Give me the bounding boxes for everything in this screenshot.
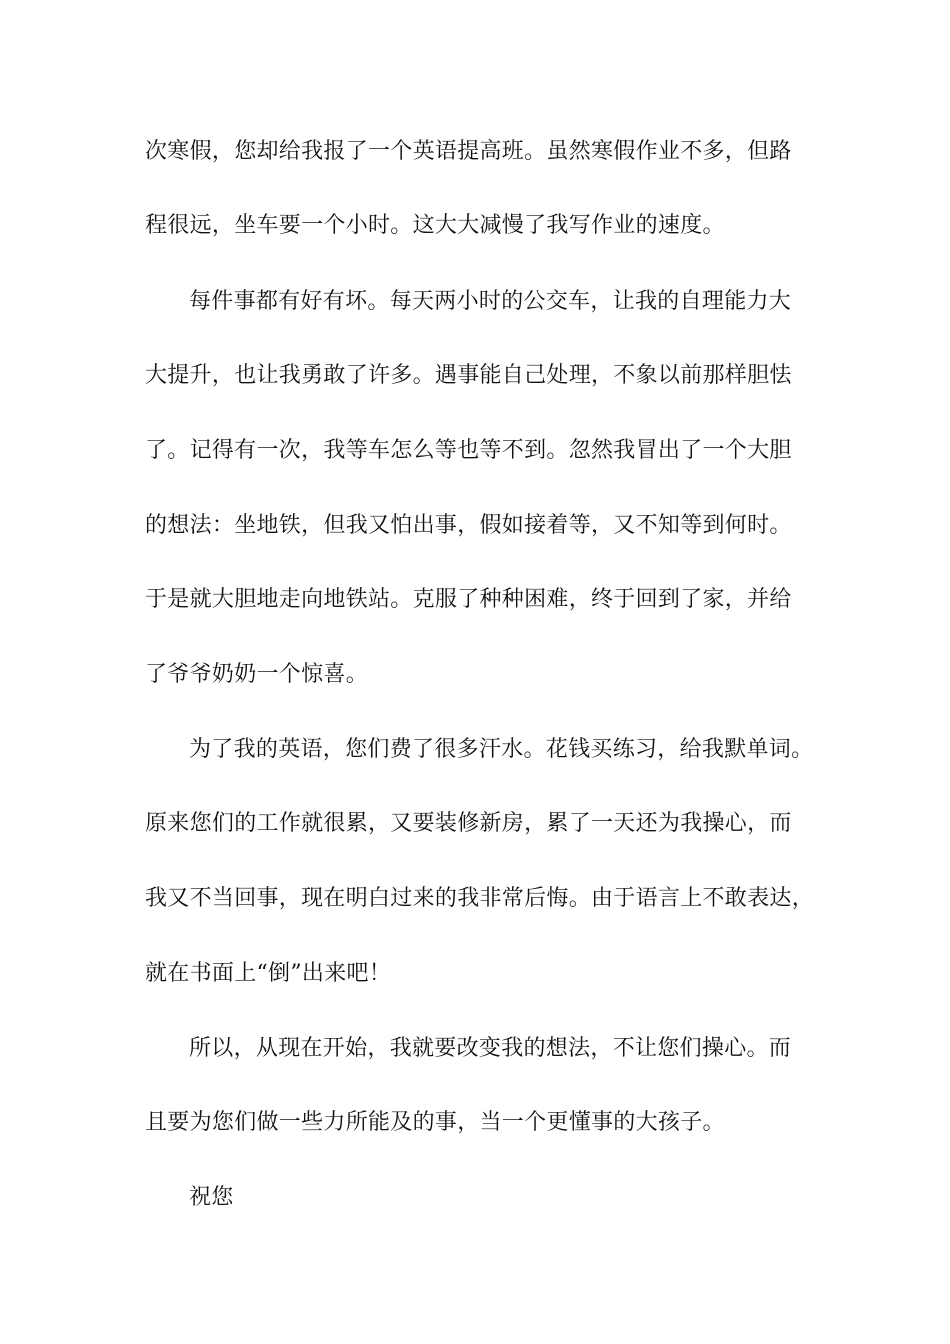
text-line: 大提升，也让我勇敢了许多。遇事能自己处理，不象以前那样胆怯	[145, 363, 792, 388]
text-line: 次寒假，您却给我报了一个英语提高班。虽然寒假作业不多，但路	[145, 139, 792, 164]
text-line: 于是就大胆地走向地铁站。克服了种种困难，终于回到了家，并给	[145, 587, 792, 612]
text-line: 原来您们的工作就很累，又要装修新房，累了一天还为我操心，而	[145, 811, 792, 836]
paragraph-first-line: 所以，从现在开始，我就要改变我的想法，不让您们操心。而	[189, 1036, 792, 1061]
text-line: 且要为您们做一些力所能及的事，当一个更懂事的大孩子。	[145, 1110, 725, 1135]
text-line: 了爷爷奶奶一个惊喜。	[145, 662, 369, 687]
text-line: 了。记得有一次，我等车怎么等也等不到。忽然我冒出了一个大胆	[145, 438, 792, 463]
text-line: 的想法：坐地铁，但我又怕出事，假如接着等，又不知等到何时。	[145, 513, 792, 538]
text-line: 就在书面上“倒”出来吧！	[145, 961, 392, 986]
closing-salutation: 祝您	[189, 1185, 234, 1210]
text-line: 程很远，坐车要一个小时。这大大减慢了我写作业的速度。	[145, 213, 725, 238]
paragraph-first-line: 每件事都有好有坏。每天两小时的公交车，让我的自理能力大	[189, 289, 792, 314]
paragraph-first-line: 为了我的英语，您们费了很多汗水。花钱买练习，给我默单词。	[189, 737, 814, 762]
text-line: 我又不当回事，现在明白过来的我非常后悔。由于语言上不敢表达，	[145, 886, 815, 911]
